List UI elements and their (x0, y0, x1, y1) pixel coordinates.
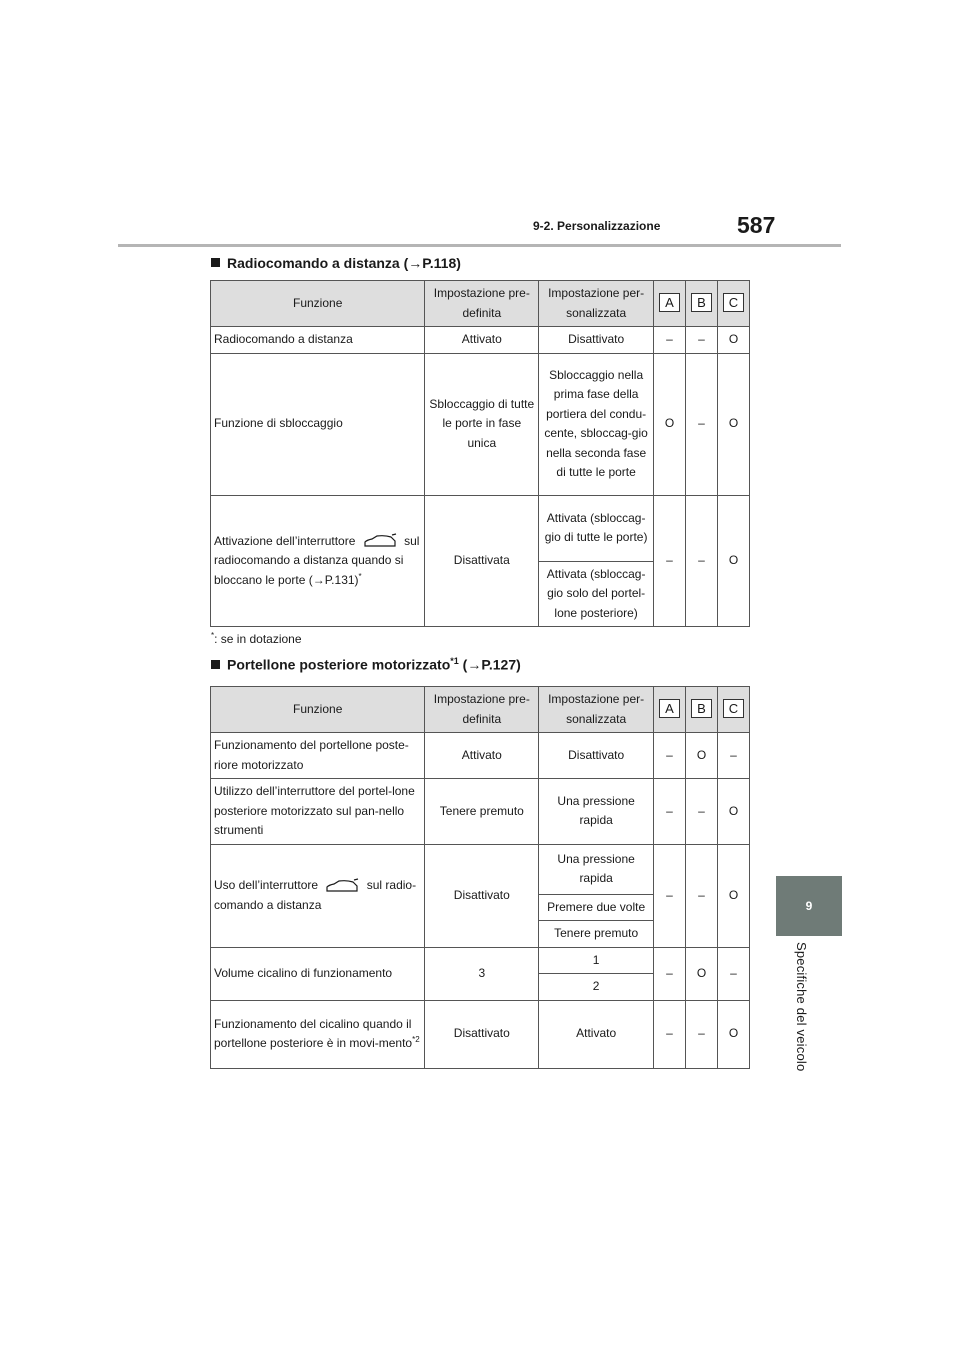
cell-custom: Una pressione rapida (539, 779, 654, 845)
table-row (211, 947, 750, 974)
cell-b: – (686, 327, 718, 354)
car-rear-hatch-icon (363, 533, 397, 549)
table-row (211, 353, 750, 495)
page-number: 587 (737, 212, 776, 238)
label-b: B (691, 699, 712, 718)
chapter-title: Specifiche del veicolo (794, 942, 809, 1072)
cell-c: O (717, 353, 749, 495)
cell-function (211, 495, 425, 627)
col-header-function: Funzione (211, 281, 425, 327)
section-title: 9-2. Personalizzazione (533, 219, 661, 233)
table-row (211, 495, 750, 561)
cell-custom: 1 (539, 947, 654, 974)
footnote-marker: *2 (412, 1035, 420, 1044)
table-row (211, 733, 750, 779)
label-a: A (659, 699, 680, 718)
cell-b: O (686, 947, 718, 1000)
cell-function: Volume cicalino di funzionamento (211, 947, 425, 1000)
footnote-marker: * (211, 631, 215, 640)
table-header-row (211, 687, 750, 733)
col-header-a (654, 281, 686, 327)
cell-c: O (717, 1000, 749, 1068)
heading-text: Portellone posteriore motorizzato (227, 656, 451, 673)
cell-default: Disattivata (425, 495, 539, 627)
label-b: B (691, 293, 712, 312)
label-c: C (723, 699, 744, 718)
function-text-pre: Attivazione dell’interruttore (214, 533, 356, 548)
table-row (211, 844, 750, 894)
table-row (211, 327, 750, 354)
cell-custom: Premere due volte (539, 894, 654, 921)
remote-settings-table (210, 280, 750, 627)
cell-custom: Attivata (sbloccag-gio di tutte le porte) (539, 495, 654, 561)
cell-c: O (717, 327, 749, 354)
cell-function: Funzionamento del portellone poste-riore motorizzato (211, 733, 425, 779)
cell-custom: Sbloccaggio nella prima fase della portiera del condu-cente, sbloccag-gio nella seconda fase di tutte le porte (539, 353, 654, 495)
cell-c: – (717, 947, 749, 1000)
cell-custom: Disattivato (539, 733, 654, 779)
cell-b: – (686, 495, 718, 627)
function-text-post: sul radio-comando a distanza (214, 878, 417, 912)
cell-default: Sbloccaggio di tutte le porte in fase unica (425, 353, 539, 495)
cell-function (211, 1000, 425, 1068)
car-rear-hatch-icon (325, 878, 359, 894)
chapter-tab (776, 876, 842, 936)
cell-custom: Attivata (sbloccag-gio solo del portel-lone posteriore) (539, 561, 654, 627)
cell-default: Attivato (425, 733, 539, 779)
heading-footnote-marker: *1 (450, 656, 459, 666)
footnote-text: : se in dotazione (214, 632, 302, 646)
cell-function: Utilizzo dell’interruttore del portel-lone posteriore motorizzato sul pan-nello strumenti (211, 779, 425, 845)
section-heading-remote (211, 255, 461, 271)
cell-a: – (654, 495, 686, 627)
cell-a: – (654, 779, 686, 845)
col-header-b (686, 687, 718, 733)
cell-default: Attivato (425, 327, 539, 354)
cell-custom: Una pressione rapida (539, 844, 654, 894)
cell-c: O (717, 844, 749, 947)
col-header-b (686, 281, 718, 327)
label-a: A (659, 293, 680, 312)
bullet-square-icon (211, 258, 220, 267)
cell-b: – (686, 1000, 718, 1068)
cell-b: – (686, 353, 718, 495)
cell-default: Disattivato (425, 1000, 539, 1068)
chapter-number: 9 (805, 899, 813, 913)
footnote (211, 631, 302, 646)
cell-a: – (654, 844, 686, 947)
footnote-marker: * (358, 571, 362, 581)
cell-custom: Attivato (539, 1000, 654, 1068)
cell-c: – (717, 733, 749, 779)
col-header-function: Funzione (211, 687, 425, 733)
cell-default: Tenere premuto (425, 779, 539, 845)
section-heading-tailgate (211, 656, 521, 673)
function-text: Funzionamento del cicalino quando il portellone posteriore è in movi-mento (214, 1016, 413, 1050)
cell-b: O (686, 733, 718, 779)
label-c: C (723, 293, 744, 312)
cell-function: Funzione di sbloccaggio (211, 353, 425, 495)
bullet-square-icon (211, 660, 220, 669)
heading-ref: (→P.127) (458, 656, 521, 673)
cell-a: – (654, 1000, 686, 1068)
cell-custom: Tenere premuto (539, 921, 654, 948)
cell-custom: Disattivato (539, 327, 654, 354)
col-header-a (654, 687, 686, 733)
table-header-row (211, 281, 750, 327)
cell-a: – (654, 327, 686, 354)
col-header-custom: Impostazione per-sonalizzata (539, 281, 654, 327)
col-header-c (717, 281, 749, 327)
function-text-post: sul radiocomando a distanza quando si bloccano le porte (→P.131) (214, 533, 420, 587)
cell-function (211, 844, 425, 947)
cell-c: O (717, 779, 749, 845)
col-header-c (717, 687, 749, 733)
col-header-custom: Impostazione per-sonalizzata (539, 687, 654, 733)
table-row (211, 779, 750, 845)
cell-default: Disattivato (425, 844, 539, 947)
function-text-pre: Uso dell’interruttore (214, 878, 319, 892)
cell-b: – (686, 844, 718, 947)
cell-a: – (654, 947, 686, 1000)
header-divider (118, 244, 841, 247)
cell-a: O (654, 353, 686, 495)
cell-b: – (686, 779, 718, 845)
table-row (211, 1000, 750, 1068)
cell-a: – (654, 733, 686, 779)
tailgate-settings-table (210, 686, 750, 1069)
cell-function: Radiocomando a distanza (211, 327, 425, 354)
col-header-default: Impostazione pre-definita (425, 687, 539, 733)
col-header-default: Impostazione pre-definita (425, 281, 539, 327)
cell-custom: 2 (539, 974, 654, 1001)
cell-default: 3 (425, 947, 539, 1000)
cell-c: O (717, 495, 749, 627)
heading-text: Radiocomando a distanza (→P.118) (227, 255, 461, 271)
